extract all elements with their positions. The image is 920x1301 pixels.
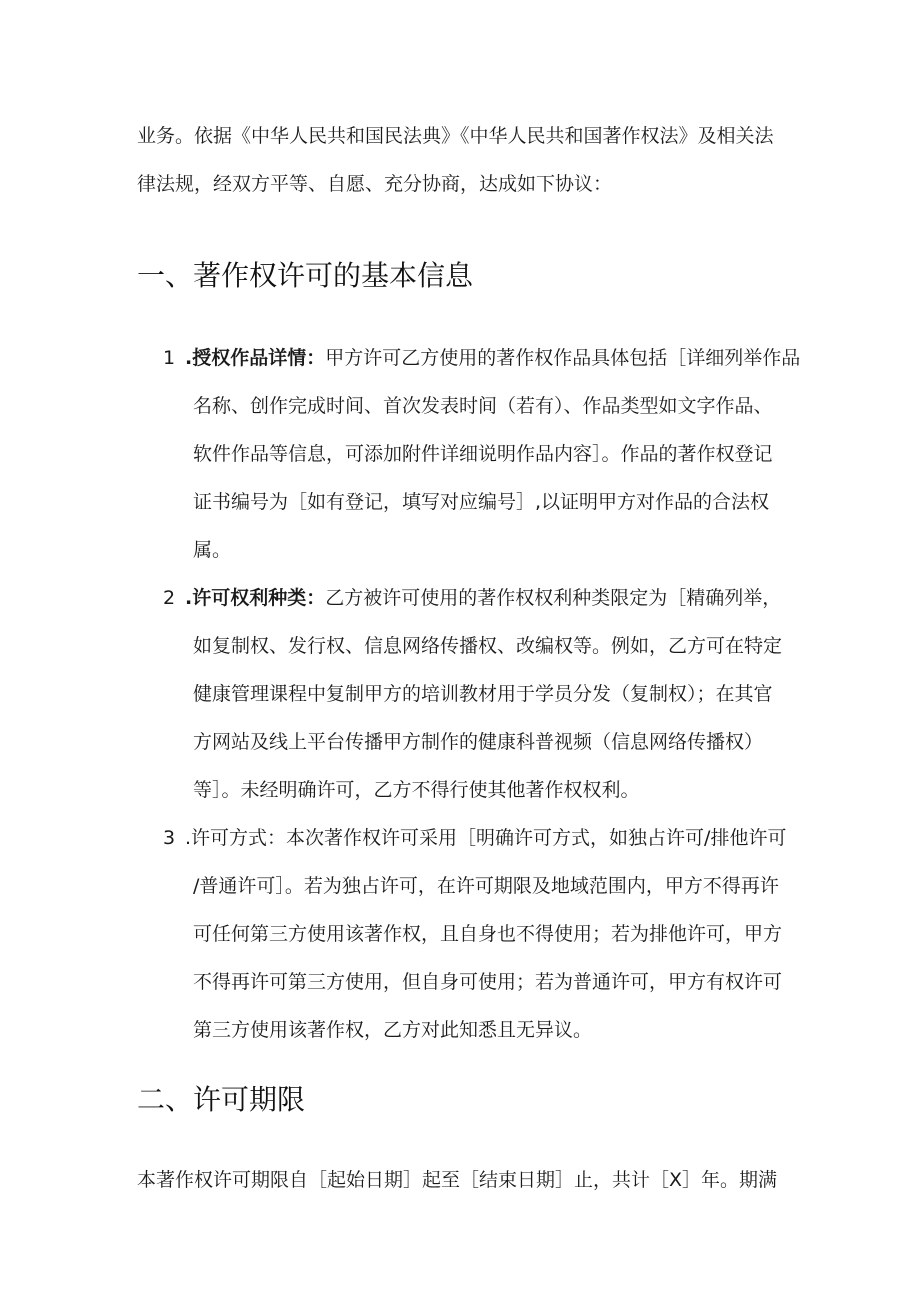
item-term: .授权作品详情： <box>185 347 326 369</box>
item-line: 不得再许可第三方使用，但自身可使用；若为普通许可，甲方有权许可 <box>193 971 783 993</box>
item-line: 健康管理课程中复制甲方的培训教材用于学员分发（复制权）；在其官 <box>193 683 773 705</box>
item-text: 乙方被许可使用的著作权权利种类限定为［精确列举， <box>325 587 782 609</box>
list-item-3 <box>163 814 788 1054</box>
list-item-2 <box>163 574 788 814</box>
item-line: 属。 <box>193 539 232 561</box>
term-paragraph <box>137 1156 787 1204</box>
term-line: 本著作权许可期限自［起始日期］起至［结束日期］止，共计［X］年。期满 <box>137 1169 778 1191</box>
item-line: 名称、创作完成时间、首次发表时间（若有）、作品类型如文字作品、 <box>193 395 773 417</box>
item-text: .许可方式：本次著作权许可采用［明确许可方式，如独占许可/排他许可 <box>185 827 787 849</box>
list-item-1 <box>163 334 801 574</box>
item-line: 第三方使用该著作权，乙方对此知悉且无异议。 <box>193 1019 593 1041</box>
item-line: 可任何第三方使用该著作权，且自身也不得使用；若为排他许可，甲方 <box>193 923 783 945</box>
item-line: 软件作品等信息，可添加附件详细说明作品内容］。作品的著作权登记 <box>193 443 773 465</box>
item-line: 方网站及线上平台传播甲方制作的健康科普视频（信息网络传播权） <box>193 731 764 753</box>
section-heading-1: 一、著作权许可的基本信息 <box>137 259 474 292</box>
item-number: 2 <box>163 587 176 609</box>
intro-line: 业务。依据《中华人民共和国民法典》《中华人民共和国著作权法》及相关法 <box>137 125 774 147</box>
item-term: .许可权利种类： <box>185 587 326 609</box>
item-line: 证书编号为［如有登记，填写对应编号］,以证明甲方对作品的合法权 <box>193 491 770 513</box>
item-number: 3 <box>163 827 176 849</box>
item-text: 甲方许可乙方使用的著作权作品具体包括［详细列举作品 <box>325 347 801 369</box>
intro-line: 律法规，经双方平等、自愿、充分协商，达成如下协议： <box>137 173 613 195</box>
item-number: 1 <box>163 347 176 369</box>
item-line: 等］。未经明确许可，乙方不得行使其他著作权权利。 <box>193 779 640 801</box>
item-line: 如复制权、发行权、信息网络传播权、改编权等。例如，乙方可在特定 <box>193 635 783 657</box>
section-heading-2: 二、许可期限 <box>137 1083 306 1116</box>
intro-paragraph <box>137 112 787 208</box>
item-line: /普通许可］。若为独占许可，在许可期限及地域范围内，甲方不得再许 <box>193 875 779 897</box>
